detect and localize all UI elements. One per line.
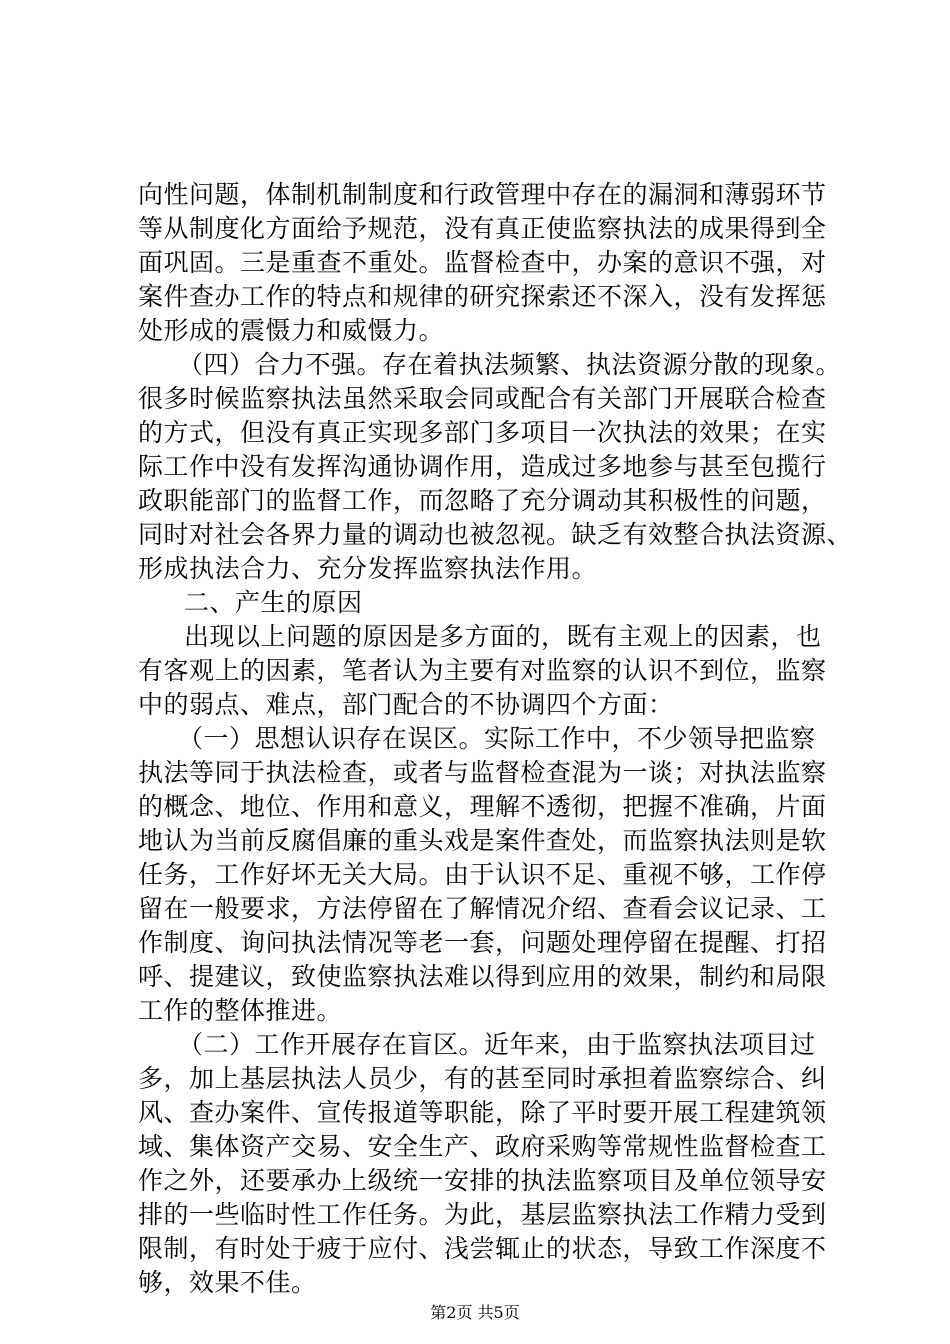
body-text-line: 形成执法合力、充分发挥监察执法作用。 <box>138 554 598 583</box>
body-text-line: 够，效果不佳。 <box>138 1268 317 1297</box>
section-heading-2: 二、产生的原因 <box>184 588 363 617</box>
body-text-line: 中的弱点、难点，部门配合的不协调四个方面： <box>138 690 674 719</box>
body-text-line: 留在一般要求，方法停留在了解情况介绍、查看会议记录、工 <box>138 894 827 923</box>
page-footer: 第2页 共5页 <box>430 1303 520 1322</box>
body-text-line: 同时对社会各界力量的调动也被忽视。缺乏有效整合执法资源、 <box>138 520 853 549</box>
subsection-heading-2: （二）工作开展存在盲区。近年来，由于监察执法项目过 <box>178 1030 816 1059</box>
body-text-line: 风、查办案件、宣传报道等职能，除了平时要开展工程建筑领 <box>138 1098 827 1127</box>
body-text-line: 多，加上基层执法人员少，有的甚至同时承担着监察综合、纠 <box>138 1064 827 1093</box>
body-text-line: 处形成的震慑力和威慑力。 <box>138 316 445 345</box>
body-text-line: 政职能部门的监督工作，而忽略了充分调动其积极性的问题， <box>138 486 827 515</box>
body-text-line: 域、集体资产交易、安全生产、政府采购等常规性监督检查工 <box>138 1132 827 1161</box>
body-text-line: 执法等同于执法检查，或者与监督检查混为一谈；对执法监察 <box>138 758 827 787</box>
body-text-line: 际工作中没有发挥沟通协调作用，造成过多地参与甚至包揽行 <box>138 452 827 481</box>
body-text-line: 的概念、地位、作用和意义，理解不透彻，把握不准确，片面 <box>138 792 827 821</box>
body-text-line: 案件查办工作的特点和规律的研究探索还不深入，没有发挥惩 <box>138 282 827 311</box>
body-text-line: 工作的整体推进。 <box>138 996 343 1025</box>
body-text-line: 有客观上的因素，笔者认为主要有对监察的认识不到位，监察 <box>138 656 827 685</box>
body-text-line: 排的一些临时性工作任务。为此，基层监察执法工作精力受到 <box>138 1200 827 1229</box>
body-text-line: 很多时候监察执法虽然采取会同或配合有关部门开展联合检查 <box>138 384 827 413</box>
body-text-line: 呼、提建议，致使监察执法难以得到应用的效果，制约和局限 <box>138 962 827 991</box>
body-text-line: 面巩固。三是重查不重处。监督检查中，办案的意识不强，对 <box>138 248 827 277</box>
body-text-line: 等从制度化方面给予规范，没有真正使监察执法的成果得到全 <box>138 214 827 243</box>
body-text-line: 向性问题，体制机制制度和行政管理中存在的漏洞和薄弱环节 <box>138 180 827 209</box>
body-text-line: 作制度、询问执法情况等老一套，问题处理停留在提醒、打招 <box>138 928 827 957</box>
section-heading-4: （四）合力不强。存在着执法频繁、执法资源分散的现象。 <box>178 350 842 379</box>
body-text-line: 出现以上问题的原因是多方面的，既有主观上的因素，也 <box>184 622 822 651</box>
subsection-heading-1: （一）思想认识存在误区。实际工作中，不少领导把监察 <box>178 724 816 753</box>
body-text-line: 的方式，但没有真正实现多部门多项目一次执法的效果；在实 <box>138 418 827 447</box>
body-text-line: 任务，工作好坏无关大局。由于认识不足、重视不够，工作停 <box>138 860 827 889</box>
body-text-line: 限制，有时处于疲于应付、浅尝辄止的状态，导致工作深度不 <box>138 1234 827 1263</box>
body-text-line: 地认为当前反腐倡廉的重头戏是案件查处，而监察执法则是软 <box>138 826 827 855</box>
body-text-line: 作之外，还要承办上级统一安排的执法监察项目及单位领导安 <box>138 1166 827 1195</box>
